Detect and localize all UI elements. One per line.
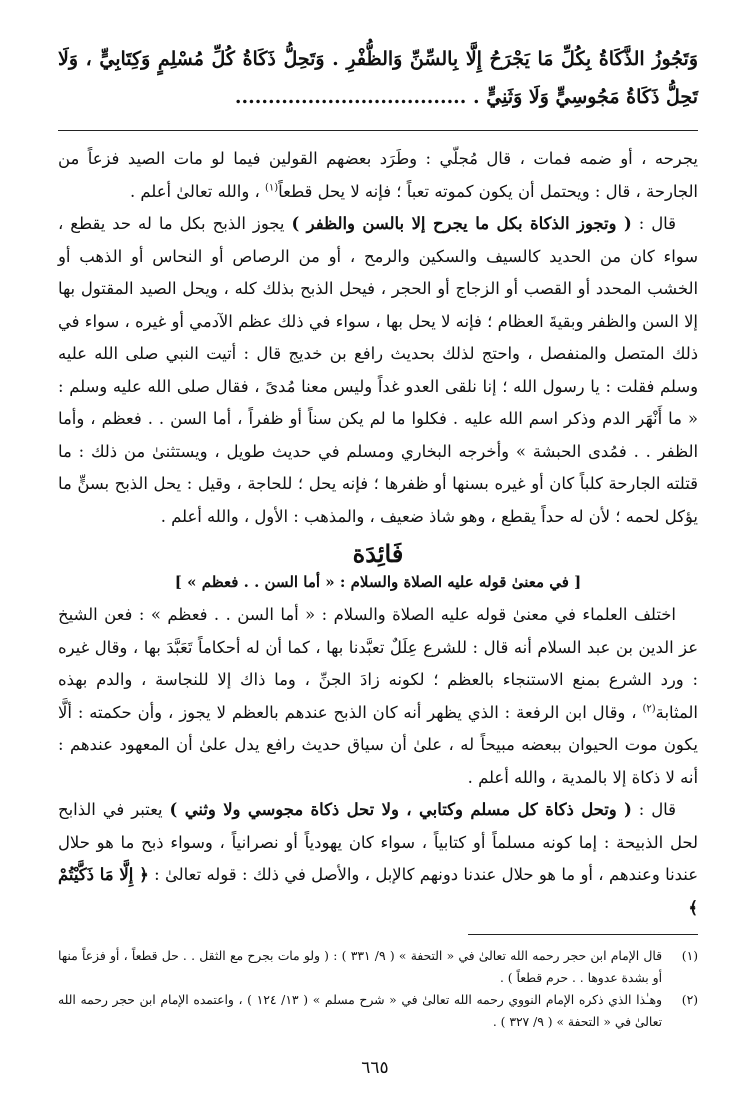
footnote-ref-1: (١) — [264, 182, 279, 194]
qala-label: قال : — [631, 214, 676, 233]
matn-separator — [58, 130, 698, 131]
matn-quote: ( وتجوز الذكاة بكل ما يجرح إلا بالسن والظفر ) — [291, 214, 632, 233]
commentary-text: يجوز الذبح بكل ما له حد يقطع ، سواء كان من الحديد كالسيف والسكين والرمح ، أو من الرصاص أو النحاس أو الذهب أو الخشب المحدد أو القصب أو الزجاج أو الحجر ، فيحل الذبح بذلك كله ، ويحل الصيد المقتول بها إلا السن والظفر وبقيةَ العظام ؛ فإنه لا يحل بها ، سواء في ذلك عظم الآدمي أو غيره ، سواء في ذلك المتصل والمنفصل ، واحتج لذلك بحديث رافع بن خديج قال : أتيت النبي صلى الله عليه وسلم فقلت : يا رسول الله ؛ إنا نلقى العدو غداً وليس معنا مُدىً ، فقال صلى الله عليه وسلم : « ما أَنْهَر الدم وذكر اسم الله عليه . فكلوا ما لم يكن سناً أو ظفراً ، أما السن . . فعظم ، وأما الظفر . . فمُدى الحبشة » وأخرجه البخاري ومسلم في حديث طويل ، ويستثنىٰ من ذلك : ما قتلته الجارحة كلباً كان أو غيره بسنها أو ظفرها ؛ فإنه يحل ؛ للحاجة ، وقيل : يحل الذبح بسنٍّ ما يؤكل لحمه ؛ لأن له حداً يقطع ، وهو شاذ ضعيف ، والمذهب : الأول ، والله أعلم . — [58, 214, 698, 526]
faida-heading — [58, 539, 698, 569]
footnote-separator — [468, 934, 698, 935]
matn-text — [58, 40, 698, 116]
footnote-text: قال الإمام ابن حجر رحمه الله تعالىٰ في « التحفة » ( ٩/ ٣٣١ ) : ( ولو مات بجرح مع الثقل . . حل قطعاً ، أو فزعاً منها أو بشدة عدوها . . حرم قطعاً ) . — [58, 949, 662, 985]
page-number: ٦٦٥ — [361, 1058, 389, 1078]
commentary-text: يجرحه ، أو ضمه فمات ، قال مُجلّي : وطَرَد بعضهم القولين فيما لو مات الصيد فزعاً من الجارحة ، قال : ويحتمل أن يكون كموته تعباً ؛ فإنه لا يحل قطعاً — [58, 149, 698, 201]
faida-text: ، وقال ابن الرفعة : الذي يظهر أنه كان الذبح عندهم بالعظم لا يجوز ، وأن حكمته : ألَّا يكون موت الحيوان ببعضه مبيحاً له ، علىٰ أن سياق حديث رافع يدل علىٰ أن المعهود عندهم : أنه لا ذكاة إلا بالمدية ، والله أعلم . — [58, 702, 698, 787]
commentary-text: ، والله تعالىٰ أعلم . — [129, 181, 260, 201]
footnote-text: وهـٰذا الذي ذكره الإمام النووي رحمه الله تعالىٰ في « شرح مسلم » ( ١٣/ ١٢٤ ) ، واعتمده الإمام ابن حجر رحمه الله تعالىٰ في « التحفة » ( ٩/ ٣٢٧ ) . — [58, 993, 662, 1029]
footnote-ref-2: (٢) — [642, 703, 656, 715]
commentary-text: يعتبر في الذابح لحل الذبيحة : إما كونه مسلماً أو كتابياً ، سواء كان يهودياً أو نصرانياً ، وسواء ذبح ما هو حلال عندنا وعندهم ، أو ما هو حلال عندنا دونهم كالإبل ، والأصل في ذلك : قوله تعالىٰ : — [58, 800, 698, 884]
footnote-2 — [58, 989, 698, 1033]
commentary-paragraph-2 — [58, 208, 698, 533]
footnote-1 — [58, 945, 698, 989]
quran-ayah: ﴿ إِلَّا مَا ذَكَّيْتُمْ ﴾ — [58, 865, 698, 917]
qala-label: قال : — [631, 800, 676, 819]
commentary-paragraph-1 — [58, 143, 698, 208]
faida-title: فَائِدَة — [352, 539, 404, 568]
faida-paragraph — [58, 599, 698, 794]
matn-quote: ( وتحل ذكاة كل مسلم وكتابي ، ولا تحل ذكاة مجوسي ولا وثني ) — [169, 800, 632, 819]
footnote-number: (٢) — [681, 993, 698, 1007]
matn-body: وَتَجُوزُ الذَّكَاةُ بِكُلِّ مَا يَجْرَحُ إِلَّا بِالسِّنِّ وَالظُّفْرِ . وَتَحِلُّ ذَكَاةُ كُلِّ مُسْلِمٍ وَكِتَابِيٍّ ، وَلَا تَحِلُّ ذَكَاةُ مَجُوسِيٍّ وَلَا وَثَنِيٍّ . — [58, 48, 698, 108]
faida-text: اختلف العلماء في معنىٰ قوله عليه الصلاة والسلام : « أما السن . . فعظم » : فعن الشيخ عز الدين بن عبد السلام أنه قال : للشرع عِلَلٌ تعبَّدنا بها ، كما أن له أحكاماً تَعَبَّدَ بها ، وقال غيره : ورد الشرع بمنع الاستنجاء بالعظم ؛ لكونه زادَ الجنِّ ، وما ذاك إلا للنجاسة ، والدم بهذه المثابة — [58, 605, 698, 722]
matn-dots: ................................... — [234, 86, 467, 108]
faida-subtitle: [ في معنىٰ قوله عليه الصلاة والسلام : « أما السن . . فعظم » ] — [174, 573, 582, 591]
commentary-paragraph-3 — [58, 794, 698, 924]
book-page — [58, 40, 698, 1033]
footnote-number: (١) — [681, 949, 698, 963]
